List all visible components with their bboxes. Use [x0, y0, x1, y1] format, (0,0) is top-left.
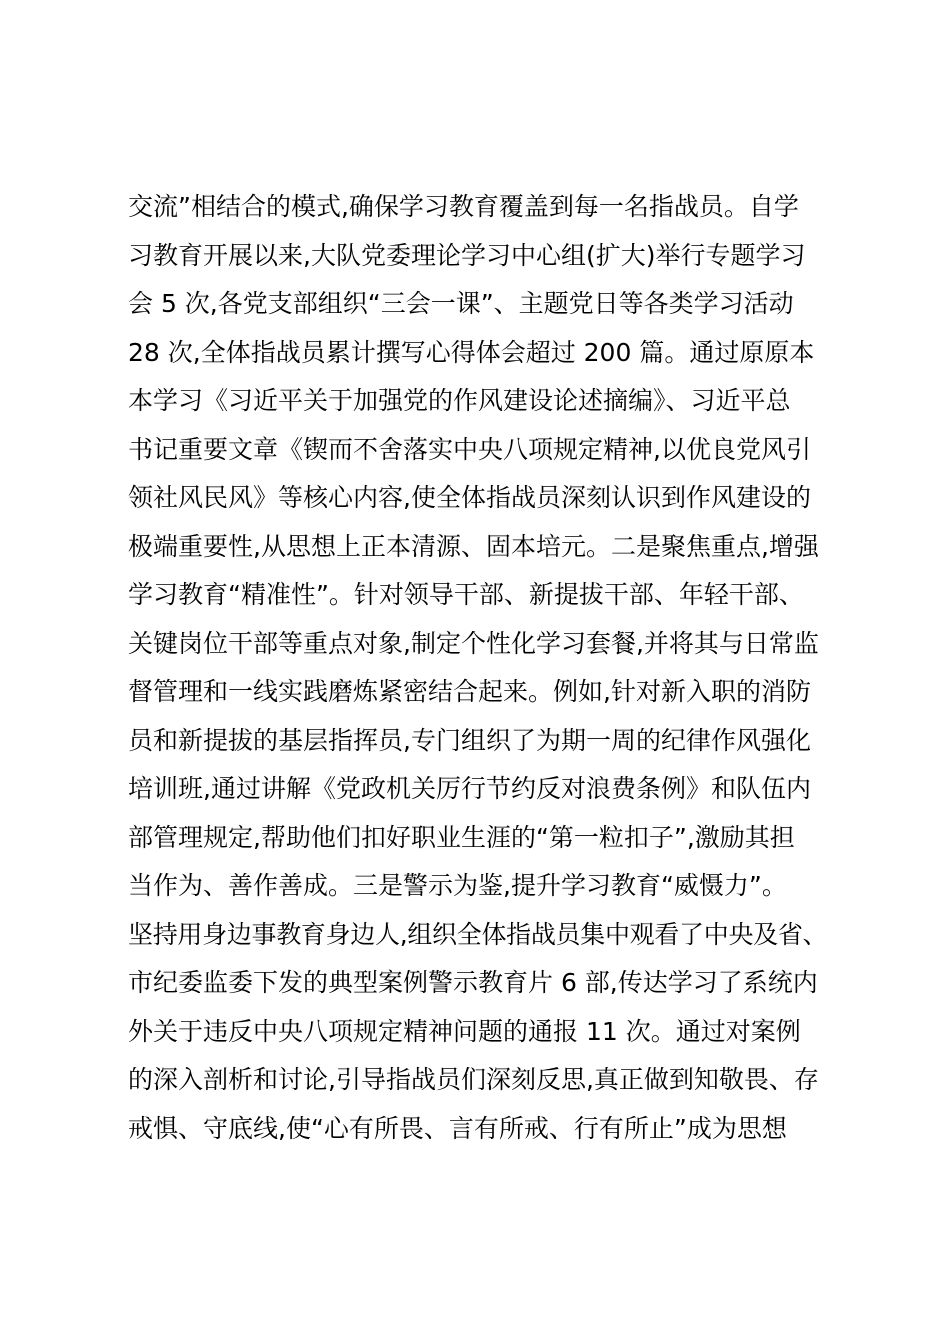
- text-line: 领社风民风》等核心内容,使全体指战员深刻认识到作风建设的: [128, 483, 811, 512]
- body-paragraph: [128, 183, 848, 1153]
- text-line: 习教育开展以来,大队党委理论学习中心组(扩大)举行专题学习: [128, 240, 806, 270]
- text-line: 外关于违反中央八项规定精神问题的通报 11 次。通过对案例: [128, 1016, 801, 1046]
- text-line: 员和新提拔的基层指挥员,专门组织了为期一周的纪律作风强化: [128, 725, 811, 755]
- text-line: 交流”相结合的模式,确保学习教育覆盖到每一名指战员。自学: [128, 192, 799, 221]
- text-line: 28 次,全体指战员累计撰写心得体会超过 200 篇。通过原原本: [128, 337, 815, 367]
- text-line: 学习教育“精准性”。针对领导干部、新提拔干部、年轻干部、: [128, 580, 804, 609]
- text-line: 书记重要文章《锲而不舍落实中央八项规定精神,以优良党风引: [128, 434, 811, 464]
- text-line: 督管理和一线实践磨炼紧密结合起来。例如,针对新入职的消防: [128, 677, 811, 706]
- text-line: 当作为、善作善成。三是警示为鉴,提升学习教育“威慑力”。: [128, 871, 787, 900]
- text-line: 本学习《习近平关于加强党的作风建设论述摘编》、习近平总: [128, 386, 791, 415]
- text-line: 戒惧、守底线,使“心有所畏、言有所戒、行有所止”成为思想: [128, 1113, 787, 1143]
- text-line: 的深入剖析和讨论,引导指战员们深刻反思,真正做到知敬畏、存: [128, 1065, 819, 1094]
- text-line: 市纪委监委下发的典型案例警示教育片 6 部,传达学习了系统内: [128, 968, 818, 997]
- text-line: 培训班,通过讲解《党政机关厉行节约反对浪费条例》和队伍内: [128, 774, 811, 803]
- text-line: 极端重要性,从思想上正本清源、固本培元。二是聚焦重点,增强: [128, 531, 819, 561]
- text-line: 部管理规定,帮助他们扣好职业生涯的“第一粒扣子”,激励其担: [128, 822, 795, 852]
- text-line: 会 5 次,各党支部组织“三会一课”、主题党日等各类学习活动: [128, 289, 794, 318]
- text-line: 坚持用身边事教育身边人,组织全体指战员集中观看了中央及省、: [128, 919, 828, 949]
- text-line: 关键岗位干部等重点对象,制定个性化学习套餐,并将其与日常监: [128, 628, 819, 658]
